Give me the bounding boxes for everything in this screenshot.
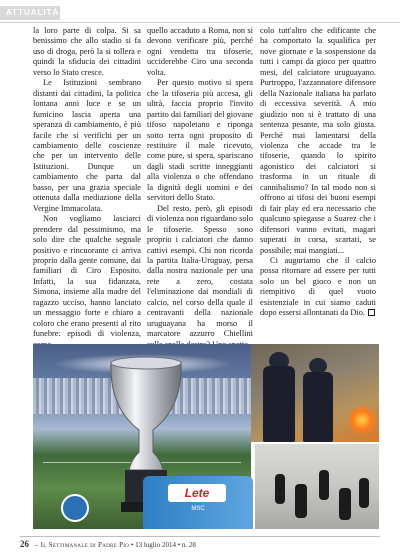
end-of-article-icon: [368, 309, 375, 316]
paragraph-text: Ci auguriamo che il calcio possa ritornare ad essere per tutti solo un bel gioco e non un riempitivo di quel vuoto esistenziale in cui siamo caduti dopo essersi allontanati da Dio.: [260, 255, 376, 318]
officer-figure: [303, 372, 333, 442]
stadium-trophy-photo: [33, 344, 251, 529]
person-figure: [275, 474, 285, 504]
club-crest-icon: [61, 494, 89, 522]
paragraph: la loro parte di colpa. Si sa benissimo che allo stadio si fa uso di droga, però la si tollera e quindi la sfiducia dei cittadini verso lo Stato cresce.: [33, 26, 141, 77]
person-figure: [339, 488, 351, 520]
header-rule: [0, 22, 400, 23]
jersey-sponsor: Lete: [168, 484, 226, 502]
officer-figure: [263, 366, 295, 442]
photo-collage: [33, 344, 379, 529]
article-column-1: [33, 26, 141, 340]
person-figure: [319, 470, 329, 500]
page-footer: [20, 539, 196, 549]
paragraph: Non vogliamo lasciarci prendere dal pessimismo, ma solo dire che qualche segnale positivo e rincuorante ci arriva proprio dalla gente comune, dai familiari di Ciro Esposito. Infatti, la sua fidanzata, Simona, insieme alla madre del ragazzo ucciso, hanno lanciato un messaggio forte e chiaro a coloro che erano presenti al rito funebre: episodi di violenza,: [33, 214, 141, 339]
person-figure: [295, 484, 307, 518]
paragraph: colo tutt'altro che edificante che ha comportato la squalifica per nove giornate e la sospensione da tutti i campi da gioco per quattro mesi, del calciatore uruguayano. Purtroppo, l'azzannatore difensore della Nazionale italiana ha parlato di eccessiva severità. A mio giudizio non si è trattato di una sentenza pesante, ma solo giusta. Perché mai lamentarsi della violenza che accade tra le tifoserie, quando lo spirito agonistico dei calciatori si trasforma in un rituale di cannibalismo? In tal modo non si offrono ai tifosi dei buoni esempi di fair play ed era necessario che qualcuno spiegasse a Suarez che i difensori vanno evitati, magari superati in corsa, scartati, se possibile; mai mangiati...: [260, 26, 376, 255]
issue-date: • 13 luglio 2014: [130, 541, 176, 549]
article-column-3: [260, 26, 376, 340]
page-number: 26: [20, 539, 29, 549]
issue-number: • n. 28: [177, 541, 196, 549]
riot-police-photo: [251, 344, 379, 442]
article-column-2: [147, 26, 253, 340]
fans-clash-photo: [255, 444, 379, 529]
paragraph: Le Istituzioni sembrano distanti dai cittadini, la politica lontana anni luce e se un fumicino lascia aperta una speranza di cambiamento, è più facile che si verifichi per un cambiamento delle coscienze che per un intervento delle Istituzioni. Dunque un cambiamento che parta dal basso, per una grazia speciale ottenuta dalla mediazione della Vergine Immacolata.: [33, 78, 141, 213]
footer-rule: [20, 536, 380, 537]
paragraph: quello accaduto a Roma, non si devono verificare più, perché ogni vendetta tra tifoserie, ucciderebbe Ciro una seconda volta.: [147, 26, 253, 77]
flare-icon: [349, 404, 375, 436]
paragraph-final: [260, 256, 376, 319]
publication-name: – Il Settimanale di Padre Pio: [34, 541, 130, 549]
paragraph: Del resto, però, gli episodi di violenza non riguardano solo le tifoserie. Spesso sono proprio i calciatori che danno cattivi esempi. Chi non ricorda la partita Italia-Uruguay, persa dalla nostra nazionale per una rete a zero, costata l'eliminazione dai mondiali di calcio, nel corso della quale il centravanti della nazionale uruguayana ha morso il marcatore azzurro Chiellini: [147, 203, 253, 339]
jersey-sponsor-sub: MSC: [191, 506, 205, 512]
person-figure: [359, 478, 369, 508]
paragraph: Per questo motivo si spera che la tifoseria più accesa, gli ultrà, faccia proprio l'invito partito dai familiari del giovane tifoso napoletano e riponga sotto terra ogni proposito di restituire il male ricevuto, come pure, si spera, spariscano dagli stadi scritte inneggianti alla violenza o che offendano la dignità degli uomini e dei servitori dello Stato.: [147, 78, 253, 203]
section-tag: ATTUALITÀ: [0, 6, 60, 20]
